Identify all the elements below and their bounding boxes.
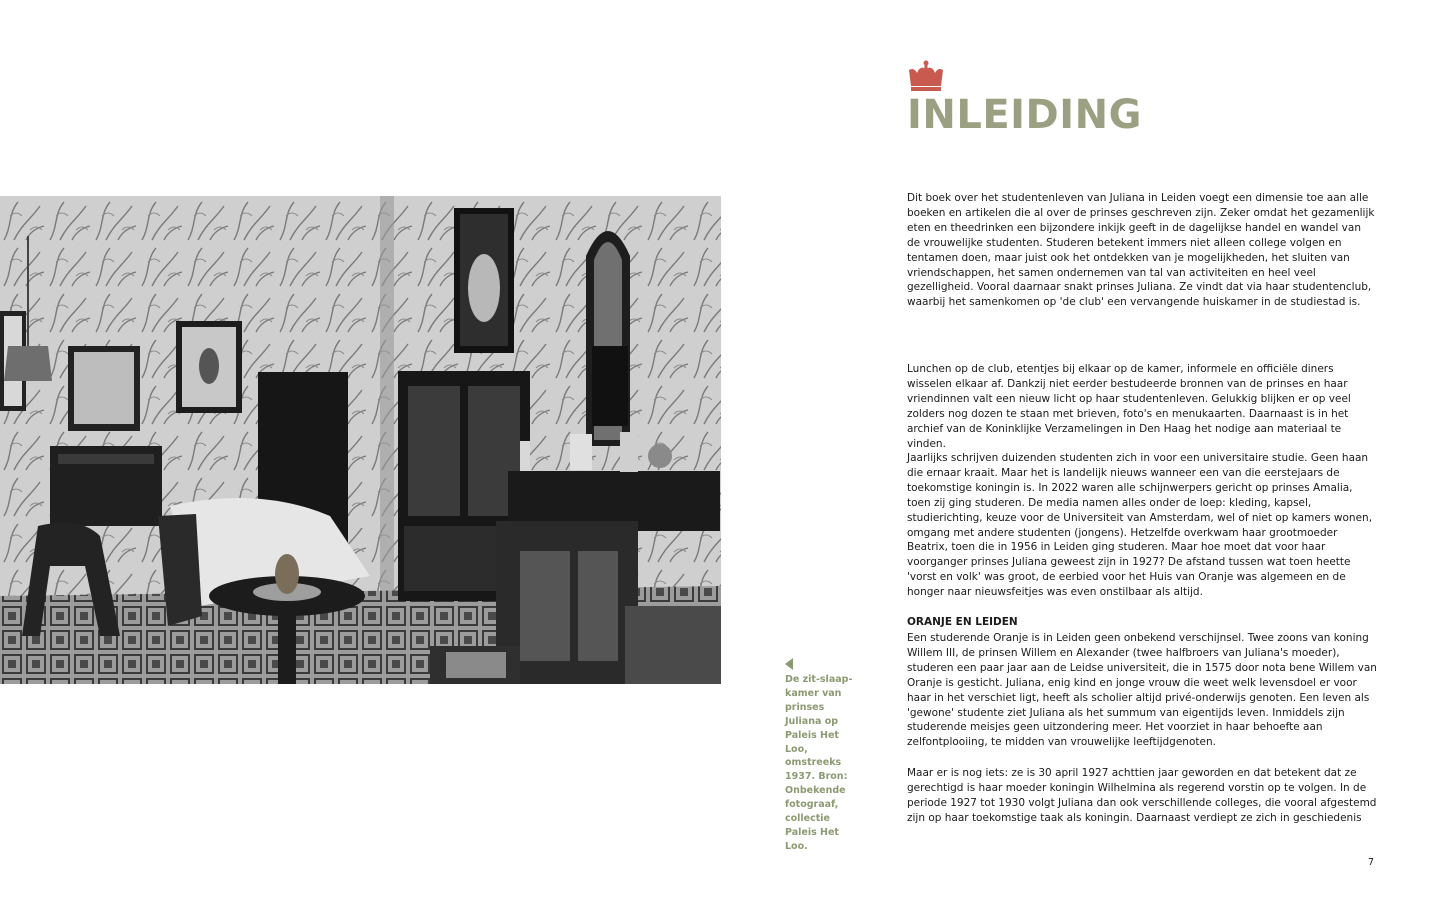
paragraph: Jaarlijks schrijven duizenden studenten zich in voor een universitaire studie. Geen haan die ernaar kraait. Maar het is landelijk nieuws wanneer een van die eerstejaars de toekomstige koningin is. In 2022 waren alle schijnwerpers gericht op prinses Amalia, toen zij ging studeren. De media namen alles onder de loep: kleding, kapsel, studierichting, keuze voor de Universiteit van Amsterdam, wel of niet op kamers wonen, omgang met andere studenten (jongens). Hetzelfde overkwam haar grootmoeder Beatrix, toen die in 1956 in Leiden ging studeren. Maar hoe moet dat voor haar voorganger prinses Juliana geweest zijn in 1927? De afstand tussen wat toen heette 'vorst en volk' was groot, de eerbied voor het Huis van Oranje was algemeen en de honger naar nieuwsfeitjes was even onstilbaar als altijd. — [907, 452, 1373, 599]
crown-icon — [908, 60, 944, 92]
paragraph: Lunchen op de club, etentjes bij elkaar op de kamer, informele en officiële diners wisselen elkaar af. Dankzij niet eerder bestudeerde bronnen van de prinses en haar vriendinnen valt een nieuw licht op haar studentenleven. Gelukkig blijken er op veel zolders nog dozen te staan met brieven, foto's en menukaarten. Daarnaast is in het archief van de Koninklijke Verzamelingen in Den Haag het nodige aan materiaal te vinden. — [907, 363, 1351, 450]
page-number: 7 — [1368, 857, 1375, 868]
caption-arrow-icon — [785, 658, 793, 670]
paragraph: Dit boek over het studentenleven van Juliana in Leiden voegt een dimensie toe aan alle boeken en artikelen die al over de prinses geschreven zijn. Zeker omdat het gezamenlijk eten en theedrinken een bijzondere inkijk geeft in de dagelijkse handel en wandel van de vrouwelijke studenten. Studeren betekent immers niet alleen college volgen en tentamen doen, maar juist ook het ontdekken van je mogelijkheden, het sluiten van vriendschappen, het samen ondernemen van tal van activiteiten en heel veel gezelligheid. Vooral daarnaar snakt prinses Juliana. Ze vindt dat via haar studentenclub, waarbij het samenkomen op 'de club' een vervangende huiskamer in de studiestad is. — [907, 192, 1375, 309]
photo-caption: De zit-slaap-kamer van prinses Juliana op Paleis Het Loo, omstreeks 1937. Bron: Onbekende fotograaf, collectie Paleis Het Loo. — [785, 674, 853, 852]
room-photo — [0, 196, 721, 684]
paragraph: Maar er is nog iets: ze is 30 april 1927 achttien jaar geworden en dat betekent dat ze gerechtigd is haar moeder koningin Wilhelmina als regerend vorstin op te volgen. In de periode 1927 tot 1930 volgt Juliana dan ook verschillende colleges, die vooral afgestemd zijn op haar toekomstige taak als koningin. Daarnaast verdiept ze zich in geschiedenis — [907, 767, 1377, 824]
section-subheading: ORANJE EN LEIDEN — [907, 616, 1018, 628]
paragraph: Een studerende Oranje is in Leiden geen onbekend verschijnsel. Twee zoons van koning Willem III, de prinsen Willem en Alexander (twee halfbroers van Juliana's moeder), studeren een paar jaar aan de Leidse universiteit, die in 1575 door nota bene Willem van Oranje is gesticht. Juliana, enig kind en jonge vrouw die weet welk levensdoel er voor haar in het verschiet ligt, heeft als scholier altijd privé-onderwijs genoten. Een leven als 'gewone' studente ziet Juliana als het summum van eigentijds leven. Inmiddels zijn studerende meisjes geen uitzondering meer. Het voorziet in haar behoefte aan zelfontplooiing, te midden van vrouwelijke leeftijdgenoten. — [907, 632, 1377, 749]
page-title: INLEIDING — [907, 92, 1142, 138]
